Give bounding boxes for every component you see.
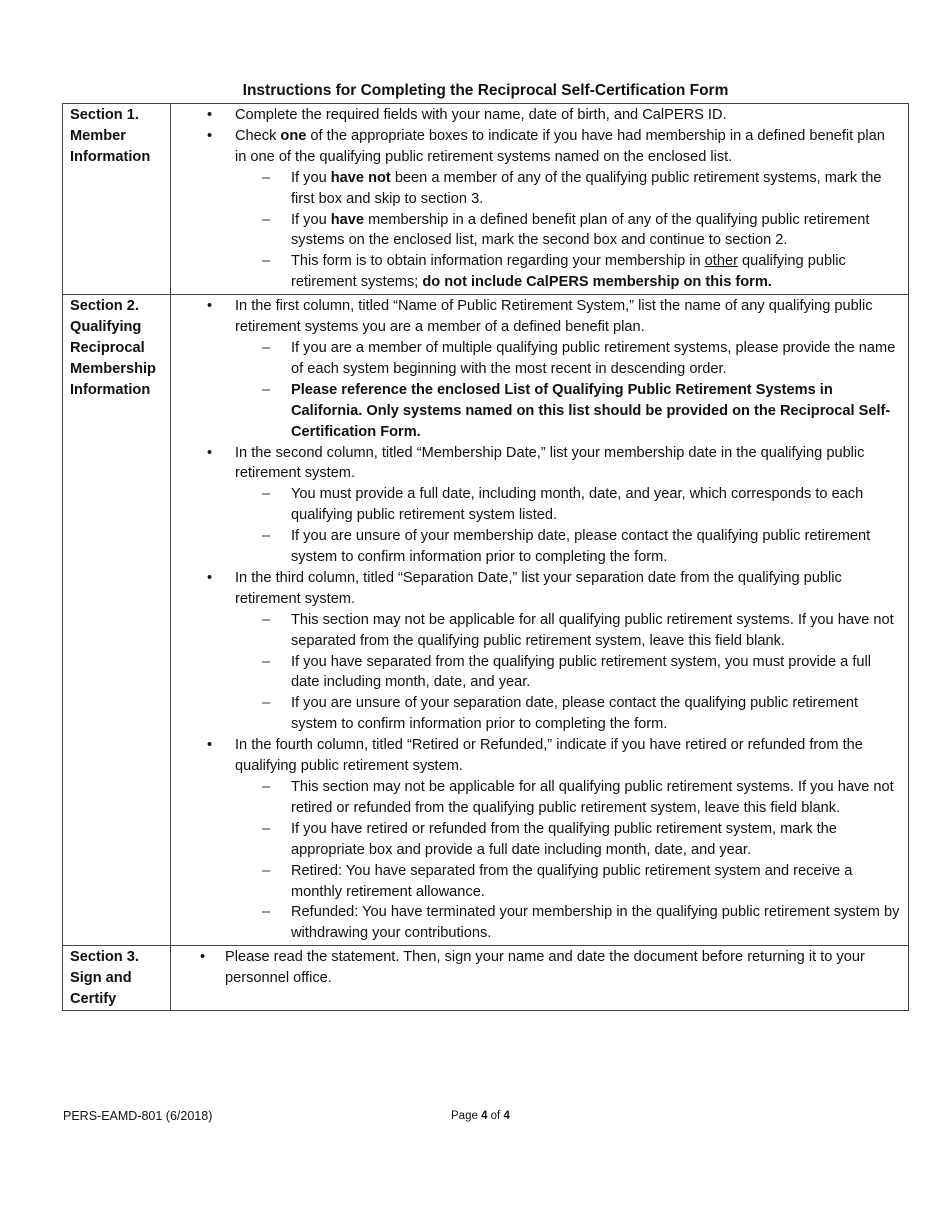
dash-item: – This section may not be applicable for all qualifying public retirement systems. If you have not retired or refunded from the qualifying public retirement system, leave this field blank.: [235, 777, 900, 819]
dash-item: – If you are unsure of your separation date, please contact the qualifying public retirement system to confirm information prior to completing the form.: [235, 693, 900, 735]
section-2-body: [171, 295, 909, 946]
section-1-label: [63, 104, 171, 295]
dash-item: – If you have retired or refunded from the qualifying public retirement system, mark the appropriate box and provide a full date including month, date, and year.: [235, 819, 900, 861]
instructions-table: [62, 103, 909, 1011]
section-2-label: [63, 295, 171, 946]
bullet-item: • In the third column, titled “Separation Date,” list your separation date from the qualifying public retirement system. – This section may not be applicable for all qualifying public retirement systems. If you have not separated from the qualifying public retirement system, leave this field blank. – If you have separated from the qualifying public retirement system, you must provide a full date including month, date, and year. – If you are unsure of your separation date, please contact the qualifying public retirement system to confirm information prior to completing the form.: [171, 568, 900, 735]
section-label-line: Section 3.: [70, 949, 139, 966]
bullet-item: • In the second column, titled “Membership Date,” list your membership date in the qualifying public retirement system. – You must provide a full date, including month, date, and year, which corresponds to each qualifying public retirement system listed. – If you are unsure of your membership date, please contact the qualifying public retirement system to confirm information prior to completing the form.: [171, 443, 900, 568]
bullet-item: • In the first column, titled “Name of Public Retirement System,” list the name of any qualifying public retirement systems you are a member of a defined benefit plan. – If you are a member of multiple qualifying public retirement systems, please provide the name of each system beginning with the most recent in descending order. – Please reference the enclosed List of Qualifying Public Retirement Systems in California. Only systems named on this list should be provided on the Reciprocal Self-Certification Form.: [171, 296, 900, 442]
section-3-label: [63, 946, 171, 1011]
bullet-item: • Check one of the appropriate boxes to indicate if you have had membership in a defined benefit plan in one of the qualifying public retirement systems named on the enclosed list. – If you have not been a member of any of the qualifying public retirement systems, mark the first box and skip to section 3. – If you have membership in a defined benefit plan of any of the qualifying public retirement systems on the enclosed list, mark the second box and continue to section 2. – This form is to obtain information regarding your membership in other qualifying public retirement systems; do not include CalPERS membership on this form.: [171, 126, 900, 293]
bullet-item: • Complete the required fields with your name, date of birth, and CalPERS ID.: [171, 105, 900, 126]
section-label-line: Section 1.: [70, 107, 139, 123]
dash-item: – Please reference the enclosed List of Qualifying Public Retirement Systems in California. Only systems named on this list should be provided on the Reciprocal Self-Certification Form.: [235, 380, 900, 443]
dash-item: – If you have separated from the qualifying public retirement system, you must provide a full date including month, date, and year.: [235, 652, 900, 694]
section-label-line: Information: [70, 381, 151, 398]
section-3-body: [171, 946, 909, 1011]
section-label-line: Reciprocal: [70, 339, 145, 356]
section-1-row: [63, 104, 909, 295]
dash-item: – Refunded: You have terminated your membership in the qualifying public retirement system by withdrawing your contributions.: [235, 902, 900, 944]
dash-item: – This section may not be applicable for all qualifying public retirement systems. If you have not separated from the qualifying public retirement system, leave this field blank.: [235, 610, 900, 652]
bullet-item: • Please read the statement. Then, sign your name and date the document before returning it to your personnel office.: [171, 947, 900, 989]
dash-item: – If you have not been a member of any of the qualifying public retirement systems, mark the first box and skip to section 3.: [235, 168, 900, 210]
section-label-line: Section 2.: [70, 298, 139, 315]
form-id: PERS-EAMD-801 (6/2018): [63, 1109, 213, 1123]
dash-item: – This form is to obtain information regarding your membership in other qualifying public retirement systems; do not include CalPERS membership on this form.: [235, 251, 900, 293]
page-title: Instructions for Completing the Reciprocal Self-Certification Form: [242, 82, 729, 99]
dash-item: – If you are a member of multiple qualifying public retirement systems, please provide the name of each system beginning with the most recent in descending order.: [235, 338, 900, 380]
section-label-line: Membership: [70, 360, 156, 377]
section-label-line: Sign and: [70, 970, 132, 987]
page-number: Page 4 of 4: [451, 1110, 510, 1122]
dash-item: – If you are unsure of your membership date, please contact the qualifying public retirement system to confirm information prior to completing the form.: [235, 526, 900, 568]
section-2-row: [63, 295, 909, 946]
dash-item: – You must provide a full date, including month, date, and year, which corresponds to each qualifying public retirement system listed.: [235, 484, 900, 526]
bullet-item: • In the fourth column, titled “Retired or Refunded,” indicate if you have retired or refunded from the qualifying public retirement system. – This section may not be applicable for all qualifying public retirement systems. If you have not retired or refunded from the qualifying public retirement system, leave this field blank. – If you have retired or refunded from the qualifying public retirement system, mark the appropriate box and provide a full date including month, date, and year. – Retired: You have separated from the qualifying public retirement system and receive a monthly retirement allowance. – Refunded: You have terminated your membership in the qualifying public retirement system by withdrawing your contributions.: [171, 735, 900, 944]
section-label-line: Certify: [70, 991, 117, 1008]
section-3-row: [63, 946, 909, 1011]
section-label-line: Qualifying: [70, 319, 142, 336]
dash-item: – If you have membership in a defined benefit plan of any of the qualifying public retirement systems on the enclosed list, mark the second box and continue to section 2.: [235, 210, 900, 252]
section-label-line: Information: [70, 148, 151, 165]
section-1-body: [171, 104, 909, 295]
dash-item: – Retired: You have separated from the qualifying public retirement system and receive a monthly retirement allowance.: [235, 861, 900, 903]
section-label-line: Member: [70, 127, 126, 144]
